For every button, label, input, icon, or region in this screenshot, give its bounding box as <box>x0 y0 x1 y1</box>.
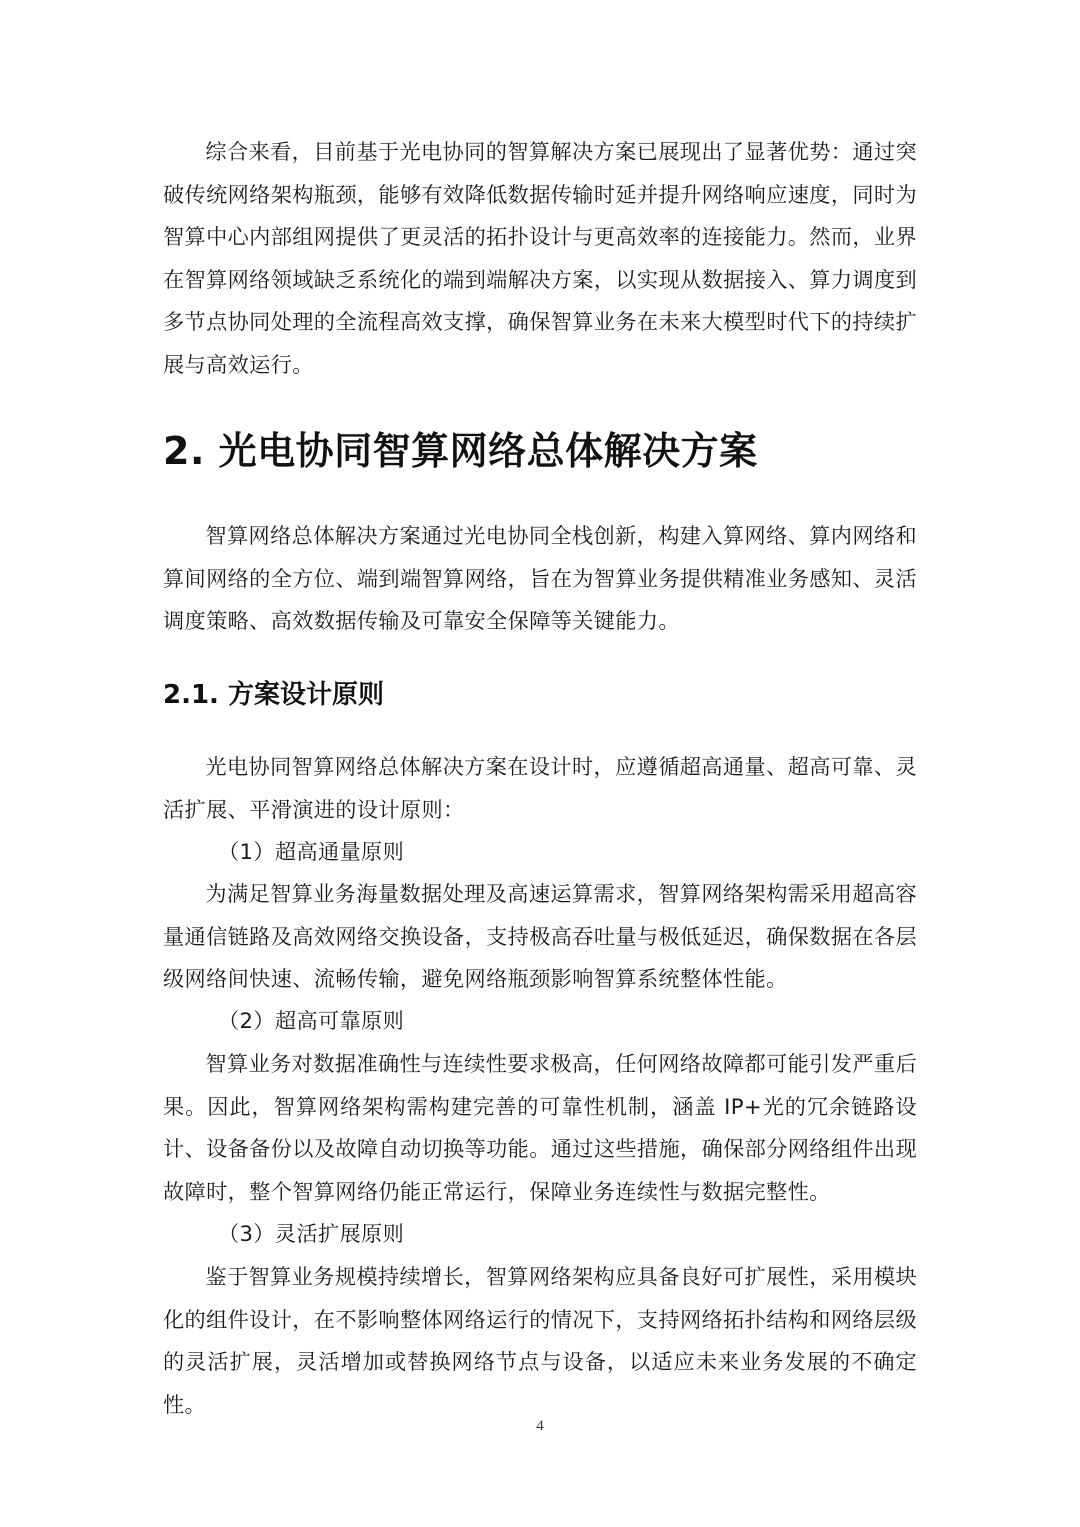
subsection-title: 2.1. 方案设计原则 <box>163 680 384 710</box>
section-intro-paragraph: 智算网络总体解决方案通过光电协同全栈创新，构建入算网络、算内网络和算间网络的全方位、端到端智算网络，旨在为智算业务提供精准业务感知、灵活调度策略、高效数据传输及可靠安全保障等关键能力。 <box>163 523 917 634</box>
subsection-intro-paragraph: 光电协同智算网络总体解决方案在设计时，应遵循超高通量、超高可靠、灵活扩展、平滑演进的设计原则： <box>163 754 917 822</box>
intro-paragraph: 综合来看，目前基于光电协同的智算解决方案已展现出了显著优势：通过突破传统网络架构瓶颈，能够有效降低数据传输时延并提升网络响应速度，同时为智算中心内部组网提供了更灵活的拓扑设计与更高效率的连接能力。然而，业界在智算网络领域缺乏系统化的端到端解决方案，以实现从数据接入、算力调度到多节点协同处理的全流程高效支撑，确保智算业务在未来大模型时代下的持续扩展与高效运行。 <box>163 139 917 377</box>
principle-3-title: （3）灵活扩展原则 <box>218 1221 405 1246</box>
principle-2-body: 智算业务对数据准确性与连续性要求极高，任何网络故障都可能引发严重后果。因此，智算网络架构需构建完善的可靠性机制，涵盖 IP+光的冗余链路设计、设备备份以及故障自动切换等功能。通过这些措施，确保部分网络组件出现故障时，整个智算网络仍能正常运行，保障业务连续性与数据完整性。 <box>163 1051 917 1204</box>
section-title: 2. 光电协同智算网络总体解决方案 <box>163 429 758 473</box>
principle-1-title: （1）超高通量原则 <box>218 839 405 864</box>
page-number: 4 <box>536 1418 544 1434</box>
principle-1-body: 为满足智算业务海量数据处理及高速运算需求，智算网络架构需采用超高容量通信链路及高效网络交换设备，支持极高吞吐量与极低延迟，确保数据在各层级网络间快速、流畅传输，避免网络瓶颈影响智算系统整体性能。 <box>163 881 917 992</box>
principle-3-body: 鉴于智算业务规模持续增长，智算网络架构应具备良好可扩展性，采用模块化的组件设计，在不影响整体网络运行的情况下，支持网络拓扑结构和网络层级的灵活扩展，灵活增加或替换网络节点与设备，以适应未来业务发展的不确定性。 <box>163 1264 917 1417</box>
principle-2-title: （2）超高可靠原则 <box>218 1008 405 1033</box>
